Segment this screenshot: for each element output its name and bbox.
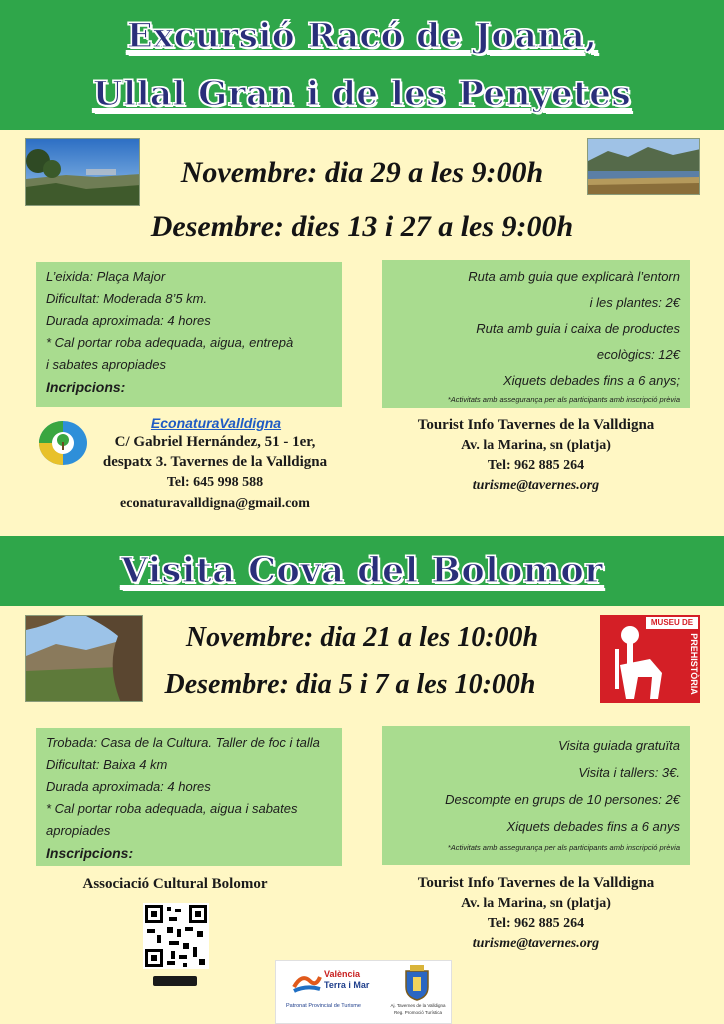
association-name: Associació Cultural Bolomor bbox=[82, 876, 268, 892]
logo1-line2: Terra i Mar bbox=[324, 980, 370, 990]
info-row: L’eixida: Plaça Major bbox=[46, 269, 166, 284]
museum-logo-text-side: PREHISTÒRIA bbox=[689, 633, 699, 695]
section2-info-right-box bbox=[382, 726, 690, 865]
info-row: Durada aproximada: 4 hores bbox=[46, 313, 211, 328]
info-row: Ruta amb guia que explicarà l’entorn bbox=[468, 269, 680, 284]
qr-caption-mark bbox=[153, 976, 197, 986]
info-row: Dificultat: Baixa 4 km bbox=[46, 757, 168, 772]
tourist-info-email[interactable]: turisme@tavernes.org bbox=[472, 936, 600, 951]
section1-tourist-info bbox=[382, 414, 690, 496]
info-row: Ruta amb guia i caixa de productes bbox=[476, 321, 680, 336]
section1-info-right-box bbox=[382, 260, 690, 408]
tourist-info-phone: Tel: 962 885 264 bbox=[487, 916, 585, 931]
info-row: Xiquets debades fins a 6 anys; bbox=[502, 373, 680, 388]
info-row: Dificultat: Moderada 8’5 km. bbox=[46, 291, 208, 306]
tourist-info-title: Tourist Info Tavernes de la Valldigna bbox=[417, 417, 655, 433]
info-row: i sabates apropiades bbox=[46, 357, 166, 372]
info-row: apropiades bbox=[46, 823, 111, 838]
section2-date-december: Desembre: dia 5 i 7 a les 10:00h bbox=[164, 669, 536, 700]
section2-date-november: Novembre: dia 21 a les 10:00h bbox=[185, 622, 539, 653]
tavernes-coat-of-arms-logo bbox=[388, 965, 448, 1021]
info-row: ecològics: 12€ bbox=[596, 347, 680, 362]
registrations-label: Inscripcions: bbox=[46, 845, 134, 861]
tourist-info-address: Av. la Marina, sn (platja) bbox=[461, 896, 611, 911]
qr-code[interactable] bbox=[143, 903, 209, 969]
section1-title-line2: Ullal Gran i de les Penyetes bbox=[92, 74, 632, 114]
sponsor-logos bbox=[275, 960, 452, 1024]
econatura-name: EconaturaValldigna bbox=[150, 415, 282, 431]
tourist-info-title: Tourist Info Tavernes de la Valldigna bbox=[417, 875, 655, 891]
museum-logo-text-top: MUSEU DE bbox=[650, 618, 694, 627]
org-address-line: despatx 3. Tavernes de la Valldigna bbox=[102, 454, 328, 470]
org-phone: Tel: 645 998 588 bbox=[166, 475, 264, 490]
logo1-line3: Patronat Provincial de Turisme bbox=[286, 1003, 361, 1009]
info-row: Xiquets debades fins a 6 anys bbox=[506, 819, 680, 834]
valencia-terra-i-mar-logo bbox=[282, 967, 378, 1019]
logo2-line2: Reg. Promoció Turística bbox=[393, 1010, 443, 1015]
section1-banner bbox=[0, 0, 724, 130]
registrations-label: Incripcions: bbox=[46, 379, 126, 395]
tourist-info-address: Av. la Marina, sn (platja) bbox=[461, 438, 611, 453]
section1-title-line1: Excursió Racó de Joana, bbox=[126, 16, 598, 56]
info-row: * Cal portar roba adequada, aigua, entrepà bbox=[46, 335, 294, 350]
section1-info-left-box bbox=[36, 262, 342, 407]
section1-date-november: Novembre: dia 29 a les 9:00h bbox=[180, 156, 544, 189]
tourist-info-email[interactable]: turisme@tavernes.org bbox=[472, 478, 600, 493]
tourist-info-phone: Tel: 962 885 264 bbox=[487, 458, 585, 473]
section1-date-december: Desembre: dies 13 i 27 a les 9:00h bbox=[150, 210, 574, 243]
info-row: Descompte en grups de 10 persones: 2€ bbox=[445, 792, 680, 807]
insurance-note: *Activitats amb assegurança per als participants amb inscripció prèvia bbox=[447, 395, 680, 404]
section2-banner bbox=[0, 536, 724, 606]
section2-info-left-box bbox=[36, 728, 342, 866]
info-row: Visita i tallers: 3€. bbox=[578, 765, 680, 780]
info-row: Visita guiada gratuïta bbox=[558, 738, 680, 753]
org-address-line: C/ Gabriel Hernández, 51 - 1er, bbox=[114, 434, 316, 450]
info-row: i les plantes: 2€ bbox=[589, 295, 680, 310]
org-email[interactable]: econaturavalldigna@gmail.com bbox=[120, 496, 310, 511]
info-row: Trobada: Casa de la Cultura. Taller de foc i talla bbox=[46, 735, 320, 750]
econatura-contact bbox=[80, 432, 350, 514]
section2-title: Visita Cova del Bolomor bbox=[120, 550, 604, 591]
info-row: Durada aproximada: 4 hores bbox=[46, 779, 211, 794]
logo2-line1: Aj. Tavernes de la Valldigna bbox=[390, 1003, 446, 1008]
insurance-note: *Activitats amb assegurança per als participants amb inscripció prèvia bbox=[447, 843, 680, 852]
info-row: * Cal portar roba adequada, aigua i sabates bbox=[46, 801, 298, 816]
logo1-line1: València bbox=[324, 969, 361, 979]
section2-tourist-info bbox=[382, 872, 690, 954]
